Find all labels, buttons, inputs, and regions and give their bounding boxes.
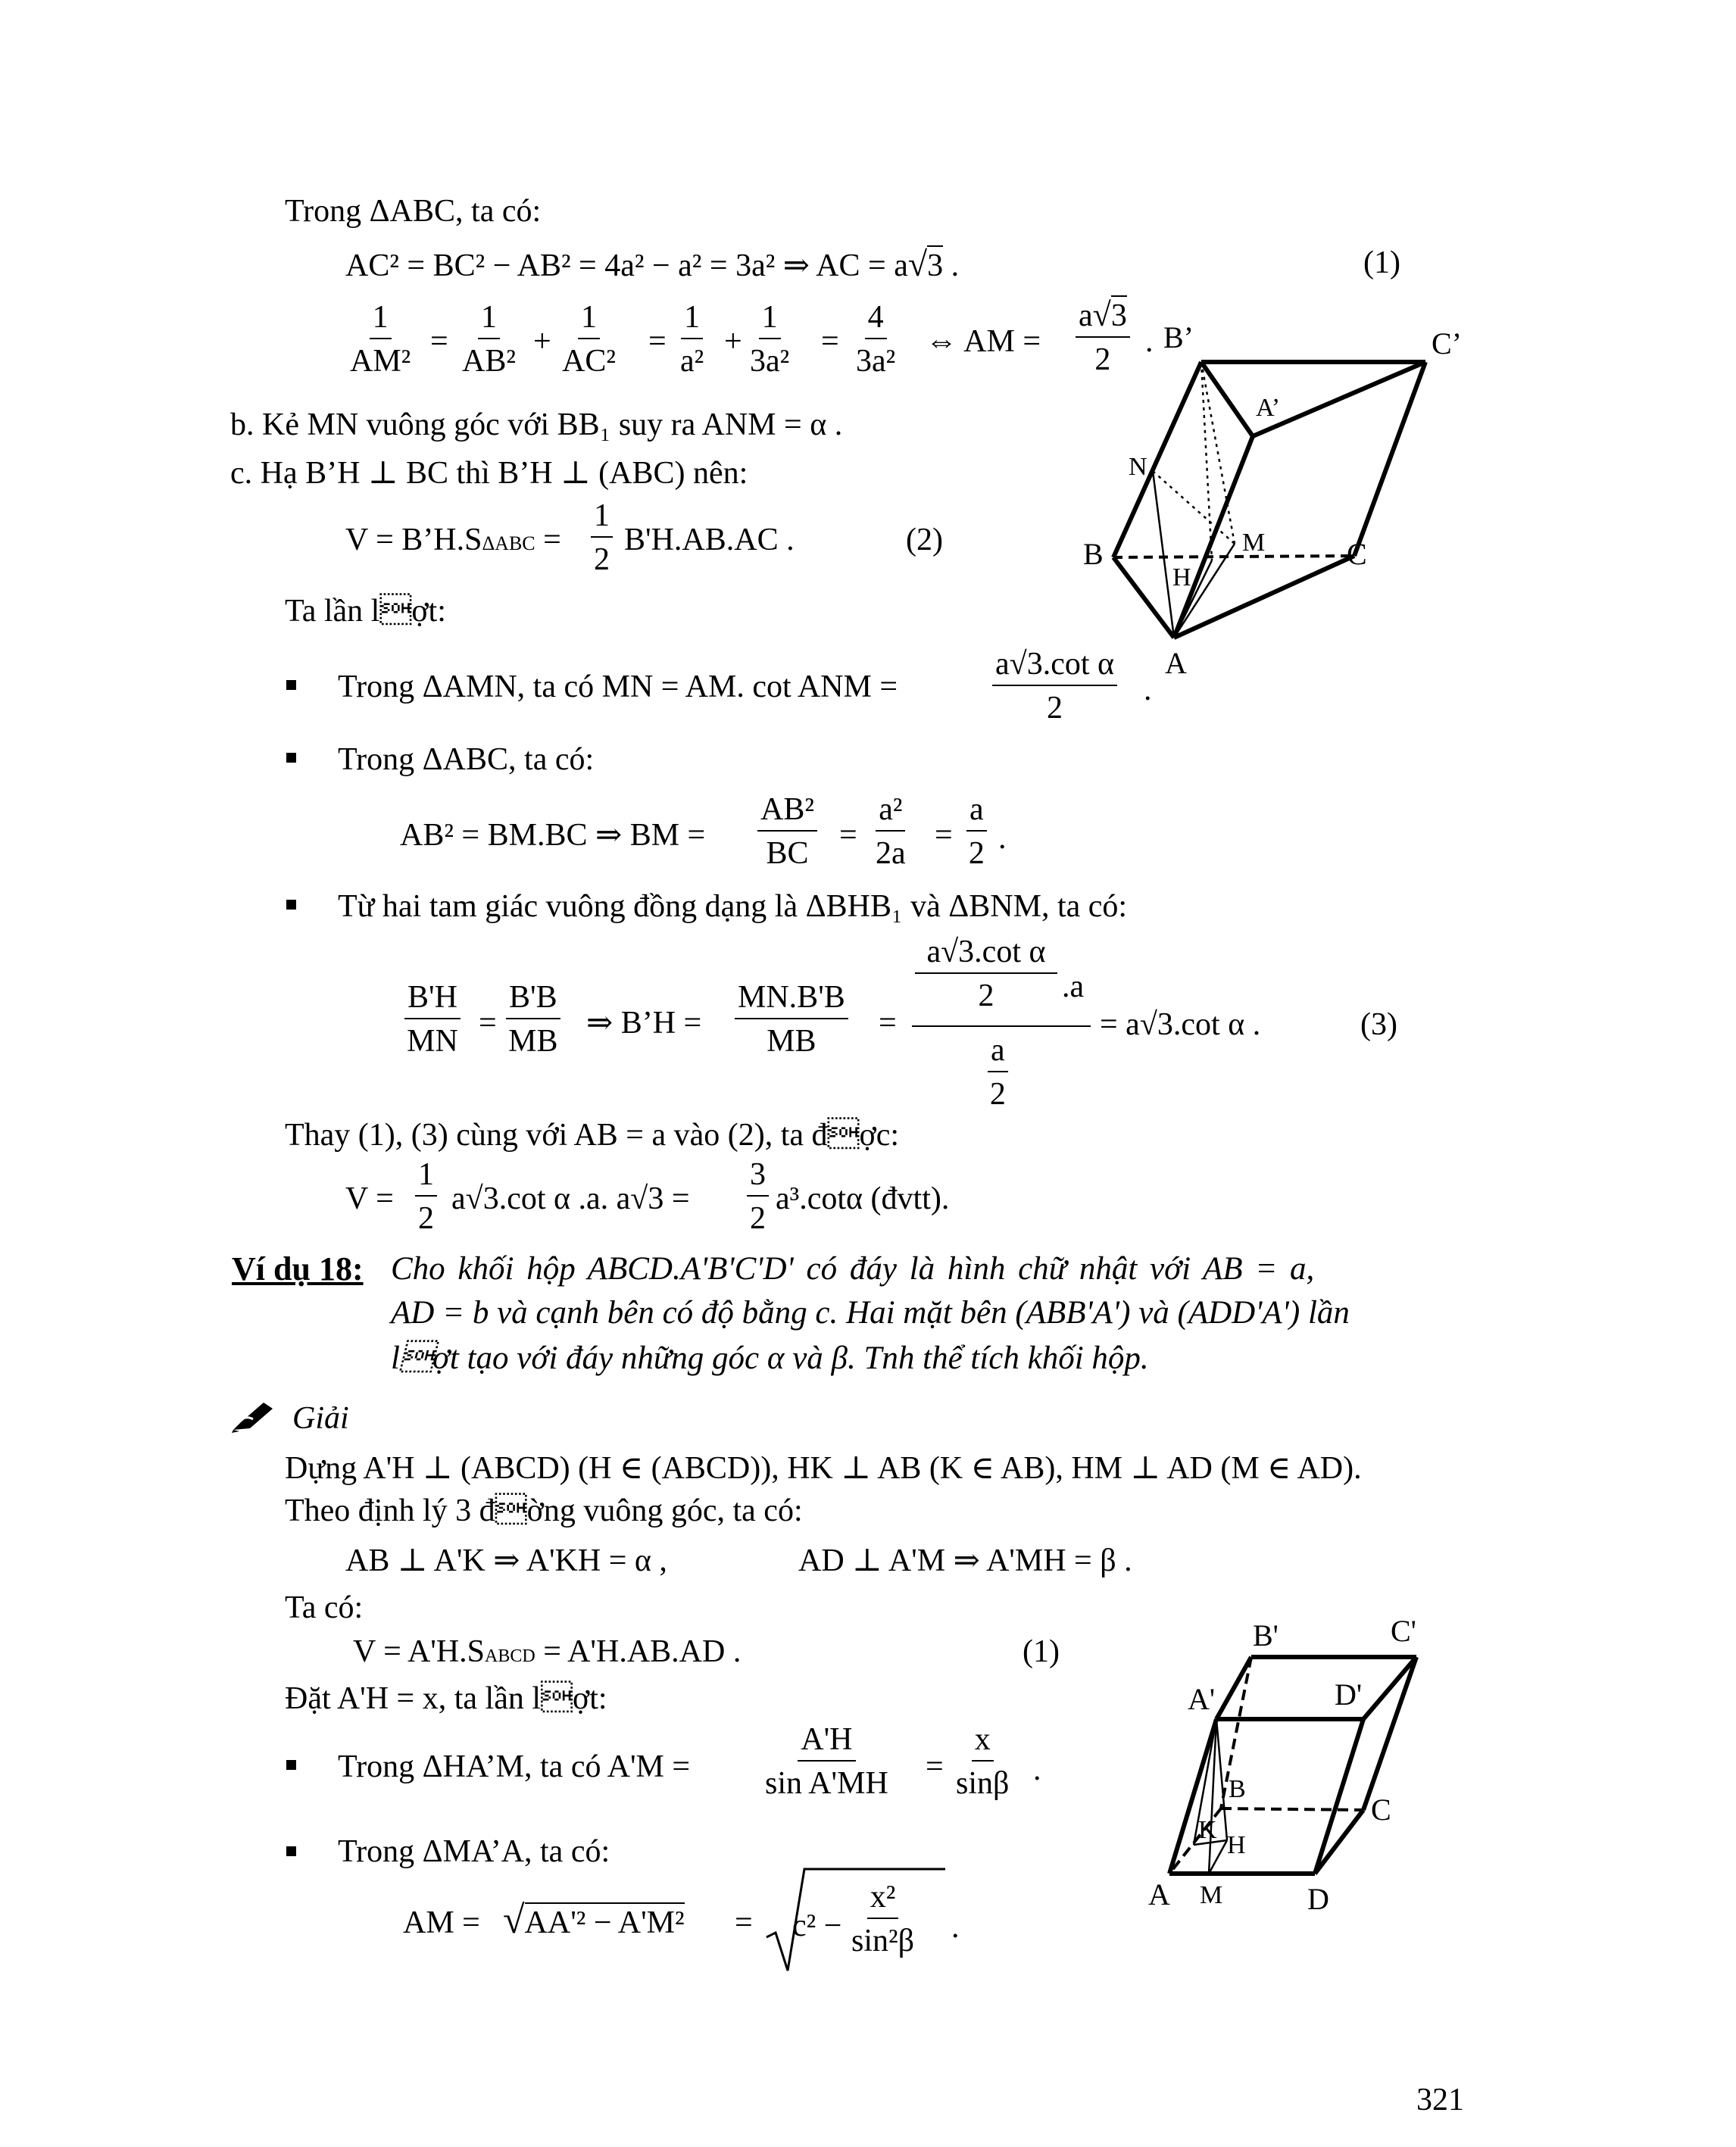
bullet-ham-text: Trong ΔHA’M, ta có A'M = bbox=[338, 1749, 691, 1784]
plus-sign: + bbox=[724, 324, 742, 359]
frac-3-2: $\frac{3}{2}$ bbox=[747, 1159, 769, 1234]
bullet bbox=[286, 680, 296, 690]
label-a: A bbox=[1165, 646, 1187, 680]
solution-line-6: Đặt A'H = x, ta lần lợt: bbox=[285, 1681, 607, 1716]
period: . bbox=[1145, 324, 1154, 359]
eq-sign: = bbox=[926, 1749, 944, 1784]
label-a-2: A bbox=[1148, 1877, 1170, 1911]
label-m: M bbox=[1242, 529, 1266, 557]
label-b-prime-2: B' bbox=[1253, 1618, 1279, 1652]
period: . bbox=[1144, 672, 1152, 707]
solution-heading: Giải bbox=[292, 1401, 349, 1436]
label-d-2: D bbox=[1307, 1882, 1329, 1916]
ac-equation: AC² = BC² − AB² = 4a² − a² = 3a² ⇒ AC = a√3 . bbox=[345, 245, 960, 283]
line-triangle-abc: Trong ΔABC, ta có: bbox=[285, 194, 542, 229]
final-end: a³.cotα (đvtt). bbox=[776, 1181, 950, 1216]
eq-sign: = bbox=[735, 1905, 753, 1940]
frac-a-2: $\frac{a}{2}$ bbox=[966, 794, 987, 869]
label-b: B bbox=[1083, 537, 1104, 571]
label-h: H bbox=[1172, 563, 1191, 591]
bullet bbox=[286, 1760, 296, 1770]
label-a-prime-2: A' bbox=[1188, 1682, 1216, 1716]
bh-implies: ⇒ B’H = bbox=[586, 1006, 702, 1041]
bullet-maa-text: Trong ΔMA’A, ta có: bbox=[338, 1834, 610, 1869]
bullet bbox=[286, 1846, 296, 1856]
compound-fraction: $\frac{\text{a√3.cot α}}{2}$ .a $\frac{a}{2}$ bbox=[912, 936, 1091, 1103]
bullet bbox=[286, 900, 296, 910]
am-radical-1: √AA'² − A'M² bbox=[503, 1899, 685, 1942]
eq-number-1b: (1) bbox=[1023, 1634, 1060, 1669]
bullet bbox=[286, 753, 296, 763]
solution-line-3a: AB ⊥ A'K ⇒ A'KH = α , bbox=[345, 1543, 667, 1578]
frac-ah-sin: $\frac{A'H}{\text{sin A'MH}}$ bbox=[765, 1722, 888, 1801]
eq-number-1: (1) bbox=[1363, 245, 1400, 280]
label-b-2: B bbox=[1229, 1775, 1246, 1803]
frac-half-final: $\frac{1}{2}$ bbox=[415, 1159, 437, 1234]
bm-equation: AB² = BM.BC ⇒ BM = bbox=[400, 818, 706, 853]
label-m-2: M bbox=[1200, 1881, 1223, 1909]
label-c-2: C bbox=[1371, 1793, 1391, 1827]
solution-line-2: Theo định lý 3 đờng vuông góc, ta có: bbox=[285, 1493, 803, 1528]
label-d-prime-2: D' bbox=[1335, 1677, 1363, 1712]
label-h-2: H bbox=[1227, 1831, 1246, 1859]
frac-mnbb-mb: $\frac{MN.B'B}{MB}$ bbox=[735, 981, 848, 1057]
eq-sign: = bbox=[648, 324, 667, 359]
frac-bb-mb: $\frac{B'B}{MB}$ bbox=[506, 981, 560, 1057]
frac-4-3a2: $\frac{4}{\text{3a²}}$ bbox=[856, 300, 896, 379]
eq-sign: = bbox=[879, 1006, 897, 1041]
frac-1-am2: $\frac{1}{\text{AM²}}$ bbox=[350, 300, 411, 379]
solution-line-4: Ta có: bbox=[285, 1590, 364, 1625]
period: . bbox=[1033, 1752, 1041, 1787]
label-n: N bbox=[1129, 453, 1147, 481]
page-number: 321 bbox=[1416, 2083, 1464, 2117]
frac-1-3a2: $\frac{1}{\text{3a²}}$ bbox=[750, 300, 790, 379]
bh-result: = a√3.cot α . bbox=[1100, 1007, 1261, 1042]
eq-number-3: (3) bbox=[1360, 1007, 1397, 1042]
bullet-similar-text: Từ hai tam giác vuông đồng dạng là ΔBHB₁ và ΔBNM, ta có: bbox=[338, 889, 1128, 924]
eq-sign: = bbox=[479, 1006, 497, 1041]
frac-am-value: $\frac{a√3}{2}$ bbox=[1076, 298, 1130, 376]
frac-a2-2a: $\frac{\text{a²}}{2a}$ bbox=[876, 792, 906, 871]
section-b-text: b. Kẻ MN vuông góc với BB₁ suy ra ANM = α . bbox=[230, 407, 843, 442]
solution-line-3b: AD ⊥ A'M ⇒ A'MH = β . bbox=[798, 1543, 1132, 1578]
pen-icon bbox=[230, 1400, 276, 1433]
figure-prism bbox=[1060, 303, 1462, 697]
frac-1-ab2: $\frac{1}{\text{AB²}}$ bbox=[462, 300, 516, 379]
period: . bbox=[998, 821, 1007, 856]
frac-x-sinb: $\frac{x}{\sin\beta}$ bbox=[956, 1722, 1010, 1801]
am-radical-2: c² − $\frac{\text{x²}}{\text{sin²β}}$ bbox=[765, 1865, 947, 1975]
volume-formula-left: V = B’H.SΔABC = bbox=[345, 523, 561, 557]
figure-parallelepiped bbox=[1136, 1606, 1454, 1924]
frac-1-a2: $\frac{1}{\text{a²}}$ bbox=[680, 300, 704, 379]
example-line-3: lợt tạo với đáy những góc α và β. Tnh thể tích khối hộp. bbox=[391, 1340, 1149, 1376]
frac-ab2-bc: $\frac{\text{AB²}}{BC}$ bbox=[757, 794, 817, 869]
frac-bh-mn: $\frac{B'H}{MN}$ bbox=[404, 981, 461, 1057]
solution-volume: V = A'H.SABCD = A'H.AB.AD . bbox=[353, 1634, 742, 1669]
ta-lan-luot: Ta lần lợt: bbox=[285, 594, 446, 629]
example-line-1: Cho khối hộp ABCD.A'B'C'D' có đáy là hình chữ nhật với AB = a, bbox=[391, 1251, 1315, 1287]
eq-sign: = bbox=[430, 324, 448, 359]
final-middle: a√3.cot α .a. a√3 = bbox=[451, 1181, 690, 1216]
example-label: Ví dụ 18: bbox=[232, 1250, 364, 1287]
example-line-2: AD = b và cạnh bên có độ bằng c. Hai mặt bên (ABB'A') và (ADD'A') lần bbox=[391, 1295, 1350, 1331]
volume-formula-right: B'H.AB.AC . bbox=[624, 523, 795, 557]
label-c-prime: C’ bbox=[1432, 326, 1462, 360]
plus-sign: + bbox=[533, 324, 551, 359]
eq-number-2: (2) bbox=[906, 523, 943, 557]
period: . bbox=[951, 1910, 960, 1945]
eq-sign: = bbox=[935, 818, 953, 853]
final-v: V = bbox=[345, 1181, 394, 1216]
eq-sign: = bbox=[821, 324, 839, 359]
bullet-abc-text: Trong ΔABC, ta có: bbox=[338, 742, 595, 777]
am-equiv: ⇔ AM = bbox=[926, 324, 1041, 359]
section-c-text: c. Hạ B’H ⊥ BC thì B’H ⊥ (ABC) nên: bbox=[230, 456, 748, 491]
eq-sign: = bbox=[839, 818, 857, 853]
frac-half: $\frac{1}{2}$ bbox=[591, 500, 613, 576]
label-a-prime: A’ bbox=[1256, 394, 1281, 422]
label-b-prime: B’ bbox=[1163, 320, 1194, 354]
solution-line-1: Dựng A'H ⊥ (ABCD) (H ∈ (ABCD)), HK ⊥ AB (K ∈ AB), HM ⊥ AD (M ∈ AD). bbox=[285, 1451, 1362, 1486]
label-c-prime-2: C' bbox=[1391, 1614, 1416, 1648]
frac-mn-value: $\frac{\text{a√3.cot α}}{2}$ bbox=[992, 648, 1117, 724]
bullet-amn-text: Trong ΔAMN, ta có MN = AM. cot ANM = bbox=[338, 669, 898, 704]
substitution-line: Thay (1), (3) cùng với AB = a vào (2), ta đợc: bbox=[285, 1118, 900, 1153]
frac-1-ac2: $\frac{1}{\text{AC²}}$ bbox=[562, 300, 616, 379]
am-label: AM = bbox=[403, 1905, 480, 1940]
label-c: C bbox=[1347, 537, 1367, 571]
label-k-2: K bbox=[1198, 1816, 1217, 1844]
